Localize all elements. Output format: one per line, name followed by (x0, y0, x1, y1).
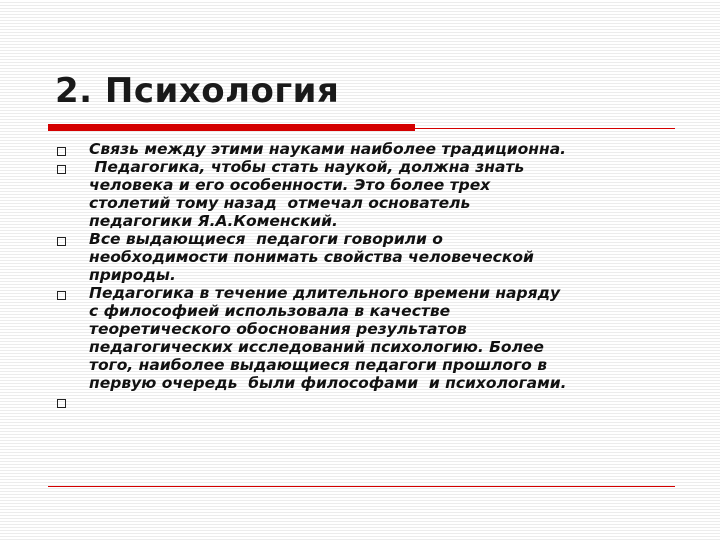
bullet-list (57, 140, 697, 410)
bullet-text: Все выдающиеся педагоги говорили о необходимости понимать свойства человеческой природы. (89, 230, 534, 284)
hollow-square-bullet-icon (57, 291, 66, 300)
bullet-text (89, 392, 697, 410)
list-item (57, 140, 697, 158)
hollow-square-bullet-icon (57, 165, 66, 174)
bullet-text: Связь между этими науками наиболее традиционна. (89, 140, 567, 158)
hollow-square-bullet-icon (57, 237, 66, 246)
bullet-text: Педагогика в течение длительного времени наряду с философией использовала в качестве теоретического обоснования результатов педагогических исследований психологию. Более того, наиболее выдающиеся педагоги прошлого в первую очередь были философами и психологами. (89, 284, 567, 392)
list-item (57, 392, 697, 410)
footer-rule (48, 486, 675, 487)
list-item (57, 158, 697, 230)
slide-title: 2. Психология (55, 71, 340, 111)
title-underline-accent (48, 124, 415, 131)
list-item (57, 230, 697, 284)
hollow-square-bullet-icon (57, 399, 66, 408)
hollow-square-bullet-icon (57, 147, 66, 156)
list-item (57, 284, 697, 392)
bullet-text: Педагогика, чтобы стать наукой, должна знать человека и его особенности. Это более трех столетий тому назад отмечал основатель педагогики Я.А.Коменский. (89, 158, 525, 230)
